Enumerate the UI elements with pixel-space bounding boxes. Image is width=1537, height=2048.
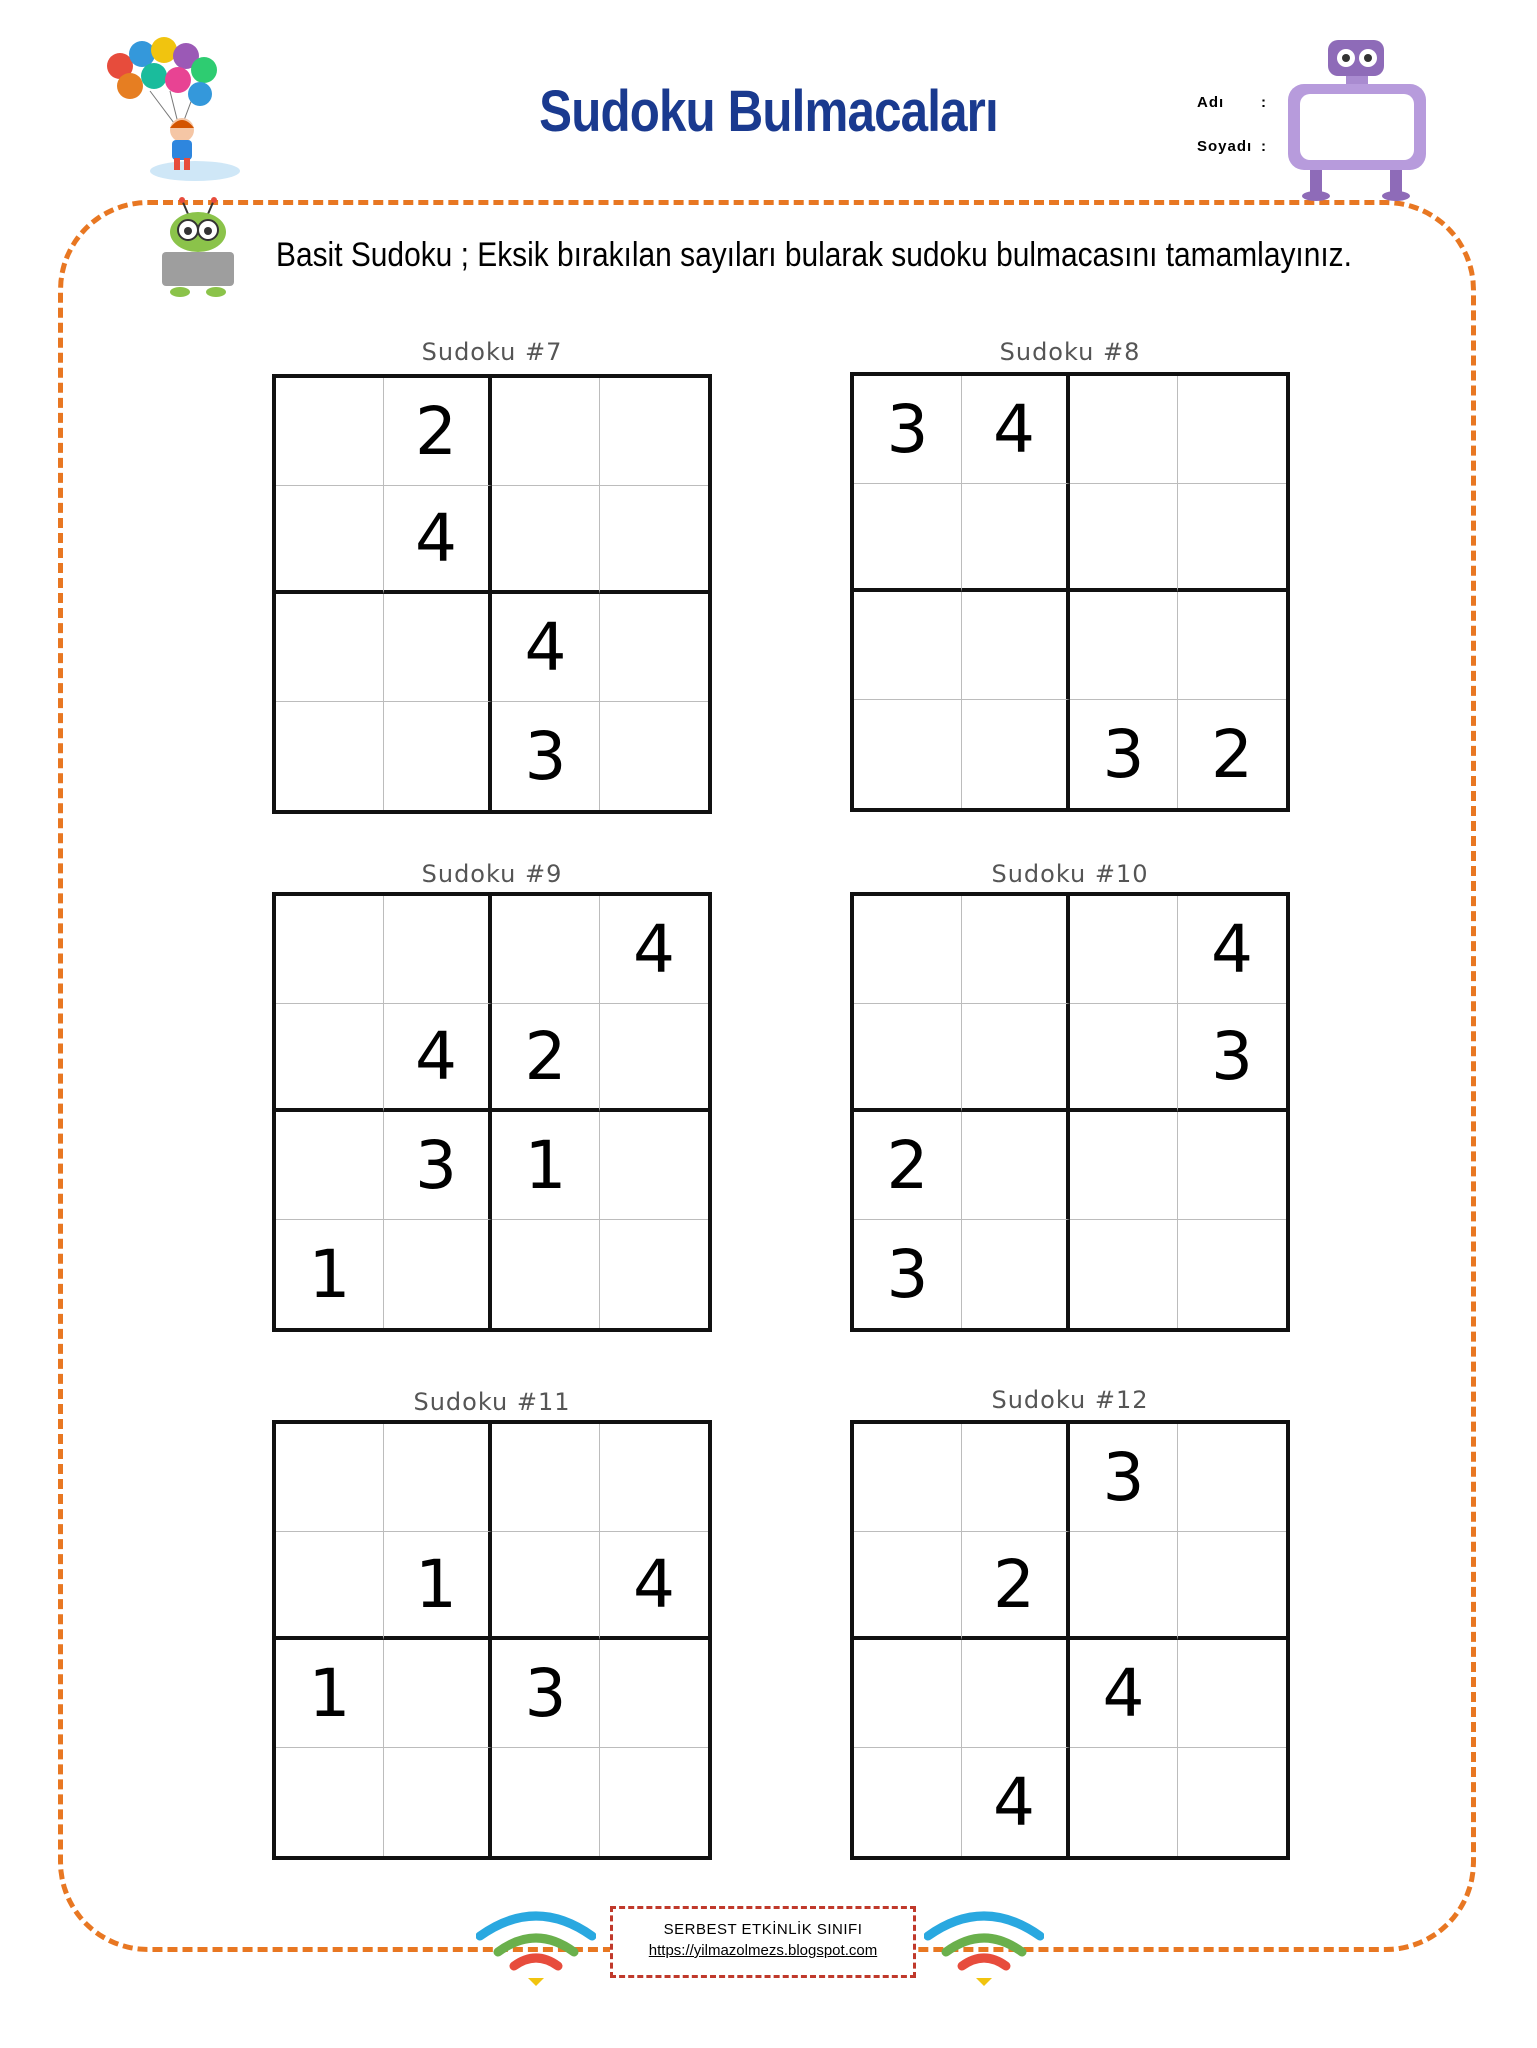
sudoku-given-cell: 2 (492, 1004, 600, 1112)
sudoku-empty-cell[interactable] (276, 1424, 384, 1532)
sudoku-given-cell: 3 (854, 376, 962, 484)
sudoku-given-cell: 1 (276, 1220, 384, 1328)
sudoku-title: Sudoku #8 (999, 338, 1141, 366)
sudoku-empty-cell[interactable] (962, 1004, 1070, 1112)
sudoku-empty-cell[interactable] (1178, 1640, 1286, 1748)
sudoku-title: Sudoku #9 (421, 860, 563, 888)
robot-sign-illustration (1280, 34, 1440, 204)
sudoku-given-cell: 4 (1178, 896, 1286, 1004)
sudoku-empty-cell[interactable] (384, 1424, 492, 1532)
sudoku-empty-cell[interactable] (962, 1112, 1070, 1220)
sudoku-given-cell: 4 (384, 1004, 492, 1112)
surname-label: Soyadı (1197, 138, 1253, 155)
sudoku-given-cell: 4 (962, 1748, 1070, 1856)
sudoku-empty-cell[interactable] (600, 1004, 708, 1112)
sudoku-empty-cell[interactable] (600, 1220, 708, 1328)
sudoku-empty-cell[interactable] (962, 484, 1070, 592)
sudoku-empty-cell[interactable] (962, 1220, 1070, 1328)
sudoku-empty-cell[interactable] (276, 378, 384, 486)
sudoku-given-cell: 2 (854, 1112, 962, 1220)
sudoku-given-cell: 3 (1070, 700, 1178, 808)
sudoku-empty-cell[interactable] (1070, 1748, 1178, 1856)
sudoku-given-cell: 4 (1070, 1640, 1178, 1748)
sudoku-empty-cell[interactable] (1070, 484, 1178, 592)
sudoku-given-cell: 2 (384, 378, 492, 486)
sudoku-empty-cell[interactable] (276, 702, 384, 810)
footer-name: SERBEST ETKİNLİK SINIFI (663, 1921, 863, 1938)
sudoku-title: Sudoku #11 (413, 1388, 571, 1416)
sudoku-empty-cell[interactable] (384, 1640, 492, 1748)
sudoku-empty-cell[interactable] (600, 594, 708, 702)
sudoku-empty-cell[interactable] (276, 1748, 384, 1856)
sudoku-empty-cell[interactable] (962, 592, 1070, 700)
sudoku-grid (850, 1420, 1290, 1860)
sudoku-given-cell: 4 (492, 594, 600, 702)
sudoku-empty-cell[interactable] (276, 1004, 384, 1112)
sudoku-empty-cell[interactable] (1178, 1532, 1286, 1640)
sudoku-empty-cell[interactable] (962, 700, 1070, 808)
sudoku-empty-cell[interactable] (492, 1220, 600, 1328)
footer-credit-box (610, 1906, 916, 1978)
sudoku-empty-cell[interactable] (600, 1424, 708, 1532)
sudoku-empty-cell[interactable] (492, 896, 600, 1004)
wifi-icon-right (924, 1908, 1044, 1986)
sudoku-given-cell: 3 (1178, 1004, 1286, 1112)
sudoku-empty-cell[interactable] (384, 1220, 492, 1328)
sudoku-empty-cell[interactable] (854, 484, 962, 592)
sudoku-empty-cell[interactable] (492, 1424, 600, 1532)
name-label: Adı (1197, 94, 1225, 111)
sudoku-empty-cell[interactable] (600, 1640, 708, 1748)
sudoku-given-cell: 4 (600, 896, 708, 1004)
sudoku-empty-cell[interactable] (1178, 484, 1286, 592)
instruction-text: Basit Sudoku ; Eksik bırakılan sayıları bularak sudoku bulmacasını tamamlayınız. (276, 236, 1352, 274)
sudoku-empty-cell[interactable] (276, 1532, 384, 1640)
sudoku-title: Sudoku #7 (421, 338, 563, 366)
sudoku-empty-cell[interactable] (276, 896, 384, 1004)
sudoku-grid (272, 374, 712, 814)
sudoku-grid (272, 892, 712, 1332)
sudoku-empty-cell[interactable] (854, 700, 962, 808)
sudoku-empty-cell[interactable] (962, 1424, 1070, 1532)
sudoku-empty-cell[interactable] (1178, 592, 1286, 700)
sudoku-empty-cell[interactable] (854, 1532, 962, 1640)
sudoku-empty-cell[interactable] (1070, 896, 1178, 1004)
sudoku-given-cell: 3 (492, 1640, 600, 1748)
sudoku-empty-cell[interactable] (492, 486, 600, 594)
sudoku-given-cell: 4 (600, 1532, 708, 1640)
sudoku-given-cell: 4 (962, 376, 1070, 484)
name-colon: : (1261, 94, 1267, 111)
sudoku-given-cell: 3 (854, 1220, 962, 1328)
sudoku-given-cell: 4 (384, 486, 492, 594)
sudoku-empty-cell[interactable] (1070, 1220, 1178, 1328)
sudoku-empty-cell[interactable] (1070, 592, 1178, 700)
sudoku-empty-cell[interactable] (276, 1112, 384, 1220)
sudoku-empty-cell[interactable] (1070, 1004, 1178, 1112)
sudoku-given-cell: 1 (276, 1640, 384, 1748)
sudoku-empty-cell[interactable] (962, 1640, 1070, 1748)
sudoku-empty-cell[interactable] (1178, 1748, 1286, 1856)
sudoku-empty-cell[interactable] (384, 594, 492, 702)
sudoku-empty-cell[interactable] (1178, 376, 1286, 484)
sudoku-given-cell: 3 (1070, 1424, 1178, 1532)
sudoku-empty-cell[interactable] (1070, 1532, 1178, 1640)
sudoku-empty-cell[interactable] (276, 594, 384, 702)
sudoku-title: Sudoku #10 (991, 860, 1149, 888)
green-robot-icon (152, 196, 244, 300)
sudoku-empty-cell[interactable] (854, 1640, 962, 1748)
sudoku-empty-cell[interactable] (492, 378, 600, 486)
sudoku-given-cell: 2 (962, 1532, 1070, 1640)
sudoku-empty-cell[interactable] (854, 592, 962, 700)
surname-field[interactable] (1197, 138, 1267, 155)
sudoku-empty-cell[interactable] (1070, 376, 1178, 484)
sudoku-empty-cell[interactable] (600, 702, 708, 810)
sudoku-empty-cell[interactable] (854, 1004, 962, 1112)
footer-url-link[interactable]: https://yilmazolmezs.blogspot.com (648, 1942, 878, 1959)
sudoku-given-cell: 3 (492, 702, 600, 810)
sudoku-empty-cell[interactable] (854, 1424, 962, 1532)
sudoku-empty-cell[interactable] (1070, 1112, 1178, 1220)
name-field[interactable] (1197, 94, 1267, 111)
sudoku-given-cell: 3 (384, 1112, 492, 1220)
sudoku-given-cell: 1 (384, 1532, 492, 1640)
sudoku-empty-cell[interactable] (492, 1748, 600, 1856)
sudoku-empty-cell[interactable] (1178, 1220, 1286, 1328)
sudoku-empty-cell[interactable] (1178, 1112, 1286, 1220)
sudoku-empty-cell[interactable] (600, 378, 708, 486)
sudoku-empty-cell[interactable] (854, 1748, 962, 1856)
page-title: Sudoku Bulmacaları (539, 79, 998, 144)
sudoku-empty-cell[interactable] (384, 1748, 492, 1856)
sudoku-title: Sudoku #12 (991, 1386, 1149, 1414)
sudoku-empty-cell[interactable] (384, 702, 492, 810)
sudoku-empty-cell[interactable] (1178, 1424, 1286, 1532)
sudoku-empty-cell[interactable] (492, 1532, 600, 1640)
sudoku-grid (850, 892, 1290, 1332)
sudoku-grid (850, 372, 1290, 812)
sudoku-empty-cell[interactable] (854, 896, 962, 1004)
sudoku-empty-cell[interactable] (600, 1112, 708, 1220)
sudoku-given-cell: 1 (492, 1112, 600, 1220)
wifi-icon-left (476, 1908, 596, 1986)
sudoku-given-cell: 2 (1211, 715, 1253, 793)
sudoku-empty-cell[interactable] (276, 486, 384, 594)
sudoku-grid (272, 1420, 712, 1860)
sudoku-empty-cell[interactable] (600, 1748, 708, 1856)
surname-colon: : (1261, 138, 1267, 155)
sudoku-empty-cell[interactable] (384, 896, 492, 1004)
sudoku-empty-cell[interactable] (600, 486, 708, 594)
sudoku-empty-cell[interactable] (962, 896, 1070, 1004)
